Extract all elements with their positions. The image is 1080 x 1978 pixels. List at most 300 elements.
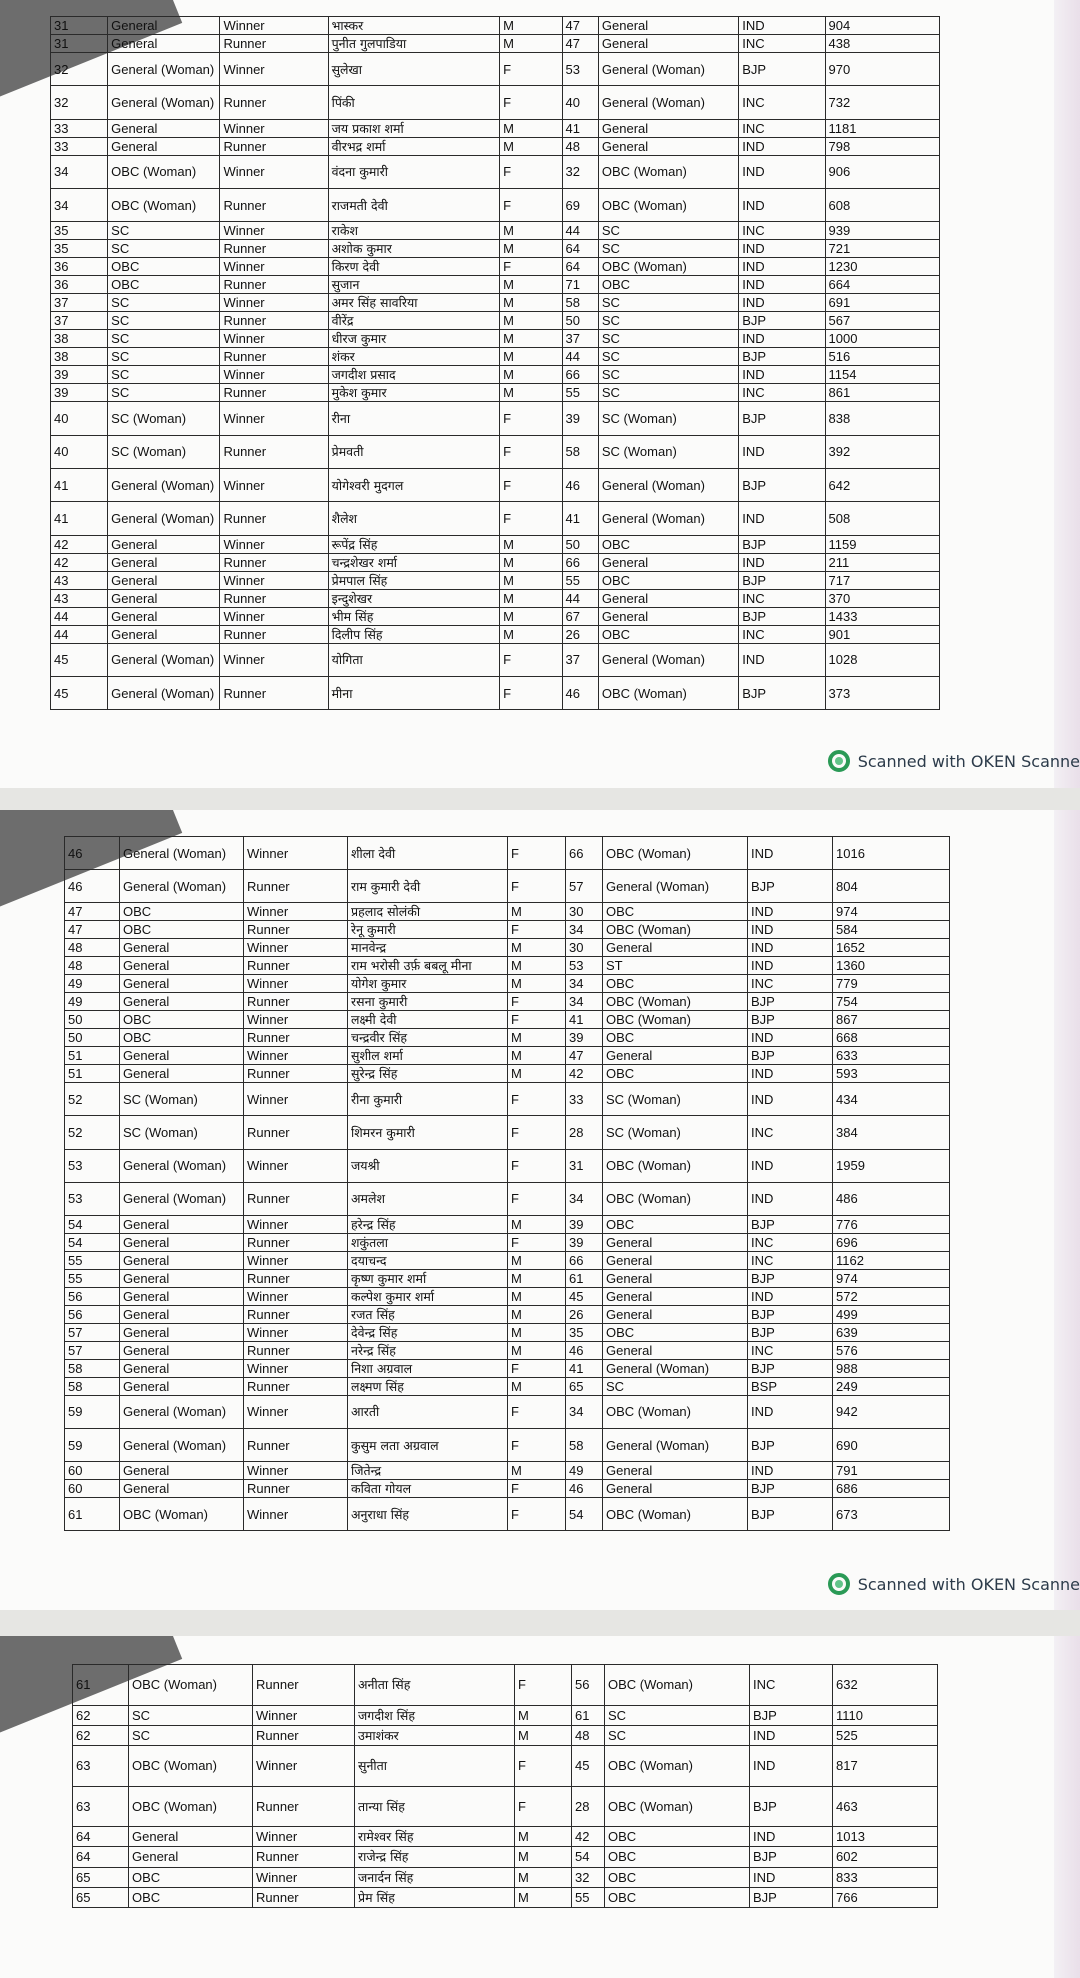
- cell-gender: M: [500, 119, 562, 137]
- cell-ward: 39: [51, 366, 108, 384]
- cell-candidate-category: SC (Woman): [603, 1116, 748, 1149]
- cell-age: 44: [562, 589, 598, 607]
- cell-votes: 1162: [833, 1251, 950, 1269]
- table-row: [65, 975, 950, 993]
- cell-category: General: [120, 1462, 244, 1480]
- cell-gender: M: [500, 35, 562, 53]
- cell-ward: 43: [51, 589, 108, 607]
- cell-category: OBC: [120, 1029, 244, 1047]
- cell-gender: M: [500, 330, 562, 348]
- cell-candidate: नरेन्द्र सिंह: [348, 1341, 508, 1359]
- cell-category: General: [129, 1847, 253, 1867]
- cell-ward: 36: [51, 258, 108, 276]
- cell-ward: 55: [65, 1269, 120, 1287]
- cell-age: 61: [566, 1269, 603, 1287]
- cell-gender: M: [508, 1341, 566, 1359]
- cell-votes: 690: [833, 1428, 950, 1461]
- table-row: [73, 1867, 938, 1887]
- cell-ward: 63: [73, 1746, 129, 1787]
- cell-gender: F: [508, 993, 566, 1011]
- cell-category: General (Woman): [120, 1428, 244, 1461]
- cell-candidate: राजेन्द्र सिंह: [355, 1847, 515, 1867]
- cell-result: Winner: [220, 571, 328, 589]
- cell-gender: M: [508, 1287, 566, 1305]
- cell-candidate: कविता गोयल: [348, 1480, 508, 1498]
- cell-ward: 46: [65, 870, 120, 903]
- cell-candidate: प्रेमवती: [328, 435, 500, 468]
- cell-category: General: [108, 553, 220, 571]
- cell-party: IND: [750, 1725, 833, 1745]
- cell-candidate-category: SC: [605, 1705, 750, 1725]
- cell-ward: 50: [65, 1029, 120, 1047]
- cell-gender: M: [508, 1269, 566, 1287]
- cell-age: 35: [566, 1323, 603, 1341]
- cell-gender: F: [500, 155, 562, 188]
- cell-candidate: दिलीप सिंह: [328, 625, 500, 643]
- cell-gender: M: [500, 571, 562, 589]
- cell-age: 66: [566, 837, 603, 870]
- cell-result: Winner: [220, 366, 328, 384]
- cell-party: INC: [739, 589, 825, 607]
- cell-candidate-category: SC (Woman): [598, 435, 738, 468]
- cell-gender: F: [500, 189, 562, 222]
- cell-ward: 31: [51, 17, 108, 35]
- cell-category: SC: [108, 240, 220, 258]
- cell-candidate-category: SC: [598, 330, 738, 348]
- cell-ward: 34: [51, 189, 108, 222]
- cell-result: Winner: [244, 1287, 348, 1305]
- cell-ward: 33: [51, 119, 108, 137]
- cell-votes: 861: [825, 384, 939, 402]
- cell-candidate: शीला देवी: [348, 837, 508, 870]
- table-row: [65, 1359, 950, 1377]
- oken-scanner-icon: [828, 1573, 850, 1595]
- cell-result: Runner: [220, 553, 328, 571]
- cell-candidate-category: ST: [603, 957, 748, 975]
- cell-party: BJP: [748, 1359, 833, 1377]
- cell-candidate-category: OBC: [603, 1065, 748, 1083]
- cell-votes: 838: [825, 402, 939, 435]
- cell-gender: F: [500, 258, 562, 276]
- cell-candidate-category: OBC: [605, 1867, 750, 1887]
- cell-category: General: [120, 1233, 244, 1251]
- table-row: [51, 589, 940, 607]
- cell-age: 58: [562, 294, 598, 312]
- cell-age: 71: [562, 276, 598, 294]
- cell-category: OBC (Woman): [108, 189, 220, 222]
- cell-ward: 39: [51, 384, 108, 402]
- cell-candidate-category: OBC: [598, 571, 738, 589]
- cell-result: Winner: [253, 1746, 355, 1787]
- table-row: [65, 1287, 950, 1305]
- cell-candidate: जय प्रकाश शर्मा: [328, 119, 500, 137]
- cell-gender: M: [500, 294, 562, 312]
- cell-candidate-category: General: [603, 1233, 748, 1251]
- table-row: [51, 119, 940, 137]
- cell-result: Runner: [244, 1233, 348, 1251]
- table-row: [73, 1887, 938, 1907]
- cell-result: Runner: [244, 1116, 348, 1149]
- cell-candidate: शकुंतला: [348, 1233, 508, 1251]
- table-row: [51, 402, 940, 435]
- cell-candidate: लक्ष्मण सिंह: [348, 1377, 508, 1395]
- cell-result: Runner: [220, 435, 328, 468]
- cell-gender: M: [508, 1462, 566, 1480]
- cell-category: OBC: [108, 258, 220, 276]
- cell-gender: M: [500, 625, 562, 643]
- cell-result: Winner: [220, 294, 328, 312]
- cell-gender: M: [500, 535, 562, 553]
- cell-category: OBC (Woman): [129, 1665, 253, 1706]
- cell-ward: 44: [51, 607, 108, 625]
- cell-ward: 56: [65, 1287, 120, 1305]
- cell-ward: 38: [51, 348, 108, 366]
- cell-result: Runner: [244, 1269, 348, 1287]
- cell-party: IND: [748, 1287, 833, 1305]
- cell-votes: 673: [833, 1498, 950, 1531]
- cell-age: 54: [572, 1847, 605, 1867]
- cell-age: 37: [562, 330, 598, 348]
- cell-ward: 64: [73, 1827, 129, 1847]
- cell-candidate: मुकेश कुमार: [328, 384, 500, 402]
- cell-candidate: रूपेंद्र सिंह: [328, 535, 500, 553]
- cell-gender: M: [500, 366, 562, 384]
- cell-party: IND: [750, 1746, 833, 1787]
- cell-candidate: रेनू कुमारी: [348, 921, 508, 939]
- cell-votes: 754: [833, 993, 950, 1011]
- cell-ward: 62: [73, 1705, 129, 1725]
- cell-votes: 766: [833, 1887, 938, 1907]
- cell-category: OBC: [129, 1867, 253, 1887]
- cell-age: 44: [562, 348, 598, 366]
- cell-party: IND: [748, 1149, 833, 1182]
- cell-votes: 1016: [833, 837, 950, 870]
- cell-party: BJP: [750, 1705, 833, 1725]
- cell-candidate-category: SC (Woman): [598, 402, 738, 435]
- cell-gender: M: [500, 222, 562, 240]
- cell-result: Winner: [244, 1359, 348, 1377]
- cell-party: BJP: [748, 1480, 833, 1498]
- cell-votes: 779: [833, 975, 950, 993]
- cell-candidate-category: General: [603, 1287, 748, 1305]
- cell-age: 39: [566, 1215, 603, 1233]
- cell-age: 64: [562, 240, 598, 258]
- cell-category: General (Woman): [120, 870, 244, 903]
- cell-ward: 60: [65, 1480, 120, 1498]
- cell-category: SC: [108, 366, 220, 384]
- cell-age: 58: [566, 1428, 603, 1461]
- cell-gender: M: [508, 1215, 566, 1233]
- cell-candidate-category: OBC: [598, 535, 738, 553]
- cell-candidate: सुरेन्द्र सिंह: [348, 1065, 508, 1083]
- cell-candidate-category: SC: [598, 240, 738, 258]
- cell-votes: 1013: [833, 1827, 938, 1847]
- cell-candidate-category: General: [603, 1305, 748, 1323]
- cell-result: Runner: [244, 1341, 348, 1359]
- cell-ward: 63: [73, 1786, 129, 1827]
- cell-category: General: [120, 1065, 244, 1083]
- cell-candidate: निशा अग्रवाल: [348, 1359, 508, 1377]
- cell-ward: 52: [65, 1083, 120, 1116]
- cell-candidate-category: OBC (Woman): [605, 1786, 750, 1827]
- cell-candidate-category: General: [598, 607, 738, 625]
- cell-age: 41: [562, 502, 598, 535]
- scanner-watermark: [828, 1573, 1080, 1595]
- cell-age: 46: [566, 1341, 603, 1359]
- table-row: [65, 939, 950, 957]
- cell-party: BJP: [748, 1011, 833, 1029]
- cell-votes: 906: [825, 155, 939, 188]
- cell-votes: 516: [825, 348, 939, 366]
- cell-category: OBC: [120, 903, 244, 921]
- cell-party: IND: [748, 921, 833, 939]
- cell-candidate: सुलेखा: [328, 53, 500, 86]
- results-table-1: [50, 16, 940, 710]
- cell-candidate: शैलेश: [328, 502, 500, 535]
- cell-gender: F: [508, 1116, 566, 1149]
- cell-party: INC: [748, 1341, 833, 1359]
- cell-party: IND: [739, 137, 825, 155]
- cell-votes: 249: [833, 1377, 950, 1395]
- cell-result: Runner: [253, 1786, 355, 1827]
- cell-age: 50: [562, 535, 598, 553]
- cell-votes: 1652: [833, 939, 950, 957]
- cell-result: Runner: [220, 589, 328, 607]
- cell-votes: 608: [825, 189, 939, 222]
- cell-votes: 970: [825, 53, 939, 86]
- cell-party: IND: [739, 435, 825, 468]
- cell-category: General (Woman): [108, 53, 220, 86]
- cell-ward: 61: [73, 1665, 129, 1706]
- table-row: [65, 1341, 950, 1359]
- cell-candidate-category: SC: [598, 366, 738, 384]
- table-row: [65, 1498, 950, 1531]
- cell-votes: 642: [825, 469, 939, 502]
- cell-candidate-category: General: [598, 119, 738, 137]
- table-row: [51, 625, 940, 643]
- cell-gender: M: [515, 1725, 572, 1745]
- cell-votes: 798: [825, 137, 939, 155]
- cell-result: Runner: [244, 1377, 348, 1395]
- cell-category: General: [108, 589, 220, 607]
- cell-gender: M: [500, 553, 562, 571]
- cell-candidate-category: General: [598, 553, 738, 571]
- table-row: [51, 294, 940, 312]
- cell-category: General: [108, 35, 220, 53]
- cell-ward: 45: [51, 643, 108, 676]
- cell-ward: 40: [51, 435, 108, 468]
- cell-result: Runner: [244, 993, 348, 1011]
- table-row: [51, 502, 940, 535]
- cell-ward: 37: [51, 312, 108, 330]
- cell-age: 69: [562, 189, 598, 222]
- cell-party: IND: [739, 643, 825, 676]
- cell-candidate-category: OBC: [603, 903, 748, 921]
- table-row: [51, 330, 940, 348]
- cell-candidate: राकेश: [328, 222, 500, 240]
- table-row: [73, 1705, 938, 1725]
- cell-candidate-category: OBC (Woman): [603, 921, 748, 939]
- cell-candidate: शिमरन कुमारी: [348, 1116, 508, 1149]
- cell-votes: 463: [833, 1786, 938, 1827]
- cell-candidate: भीम सिंह: [328, 607, 500, 625]
- cell-category: SC (Woman): [108, 402, 220, 435]
- cell-candidate: रजत सिंह: [348, 1305, 508, 1323]
- cell-gender: F: [508, 1149, 566, 1182]
- cell-candidate: योगिता: [328, 643, 500, 676]
- cell-candidate-category: OBC: [603, 1323, 748, 1341]
- cell-category: SC: [108, 348, 220, 366]
- cell-candidate-category: OBC (Woman): [603, 1149, 748, 1182]
- cell-gender: M: [508, 1047, 566, 1065]
- cell-candidate: अशोक कुमार: [328, 240, 500, 258]
- cell-party: IND: [748, 1395, 833, 1428]
- cell-gender: F: [508, 1083, 566, 1116]
- cell-candidate-category: OBC: [598, 276, 738, 294]
- cell-party: BJP: [739, 571, 825, 589]
- cell-votes: 567: [825, 312, 939, 330]
- cell-age: 28: [572, 1786, 605, 1827]
- cell-candidate-category: OBC: [603, 975, 748, 993]
- cell-party: BJP: [739, 535, 825, 553]
- cell-party: BJP: [739, 312, 825, 330]
- table-row: [65, 1269, 950, 1287]
- cell-age: 46: [566, 1480, 603, 1498]
- cell-candidate-category: OBC (Woman): [603, 1182, 748, 1215]
- cell-party: BJP: [739, 348, 825, 366]
- cell-candidate: चन्द्रवीर सिंह: [348, 1029, 508, 1047]
- cell-age: 39: [566, 1233, 603, 1251]
- cell-category: SC: [129, 1705, 253, 1725]
- cell-result: Runner: [244, 957, 348, 975]
- cell-votes: 584: [833, 921, 950, 939]
- cell-candidate: रामेश्वर सिंह: [355, 1827, 515, 1847]
- cell-candidate-category: OBC (Woman): [603, 837, 748, 870]
- cell-party: INC: [748, 1116, 833, 1149]
- cell-ward: 53: [65, 1182, 120, 1215]
- results-table-2: [64, 836, 950, 1531]
- cell-party: BJP: [748, 1269, 833, 1287]
- table-row: [65, 1116, 950, 1149]
- cell-candidate-category: SC: [605, 1725, 750, 1745]
- cell-age: 48: [562, 137, 598, 155]
- cell-gender: M: [500, 348, 562, 366]
- cell-candidate-category: OBC (Woman): [603, 1011, 748, 1029]
- table-row: [51, 276, 940, 294]
- cell-category: General: [108, 17, 220, 35]
- table-row: [51, 53, 940, 86]
- cell-party: IND: [750, 1827, 833, 1847]
- cell-candidate: पुनीत गुलपाडिया: [328, 35, 500, 53]
- cell-age: 26: [566, 1305, 603, 1323]
- table-row: [65, 1251, 950, 1269]
- table-row: [73, 1827, 938, 1847]
- cell-age: 44: [562, 222, 598, 240]
- cell-candidate: चन्द्रशेखर शर्मा: [328, 553, 500, 571]
- table-row: [65, 1428, 950, 1461]
- cell-category: OBC: [120, 921, 244, 939]
- cell-category: General: [120, 1287, 244, 1305]
- cell-gender: M: [515, 1887, 572, 1907]
- table-row: [73, 1665, 938, 1706]
- page-edge: [1054, 1636, 1080, 1978]
- cell-age: 34: [566, 1182, 603, 1215]
- cell-result: Runner: [253, 1725, 355, 1745]
- cell-result: Runner: [220, 276, 328, 294]
- cell-candidate: उमाशंकर: [355, 1725, 515, 1745]
- cell-gender: F: [500, 402, 562, 435]
- cell-result: Winner: [220, 607, 328, 625]
- cell-result: Runner: [220, 240, 328, 258]
- cell-category: General: [108, 119, 220, 137]
- table-row: [51, 240, 940, 258]
- cell-age: 41: [562, 119, 598, 137]
- cell-candidate: अमलेश: [348, 1182, 508, 1215]
- cell-result: Winner: [244, 1395, 348, 1428]
- cell-candidate: प्रेमपाल सिंह: [328, 571, 500, 589]
- cell-result: Runner: [244, 1305, 348, 1323]
- table-row: [51, 86, 940, 119]
- cell-candidate-category: OBC: [603, 1029, 748, 1047]
- cell-candidate: रीना कुमारी: [348, 1083, 508, 1116]
- cell-party: INC: [748, 975, 833, 993]
- cell-result: Runner: [220, 677, 328, 710]
- cell-age: 32: [562, 155, 598, 188]
- cell-gender: M: [508, 957, 566, 975]
- cell-age: 32: [572, 1867, 605, 1887]
- cell-age: 31: [566, 1149, 603, 1182]
- table-row: [51, 553, 940, 571]
- cell-result: Runner: [244, 1428, 348, 1461]
- cell-category: General: [120, 1377, 244, 1395]
- cell-age: 30: [566, 939, 603, 957]
- cell-party: IND: [739, 553, 825, 571]
- cell-result: Winner: [220, 222, 328, 240]
- cell-gender: F: [508, 921, 566, 939]
- cell-gender: M: [508, 1323, 566, 1341]
- cell-ward: 44: [51, 625, 108, 643]
- cell-party: IND: [739, 17, 825, 35]
- table-row: [51, 258, 940, 276]
- cell-ward: 56: [65, 1305, 120, 1323]
- cell-category: General (Woman): [120, 1182, 244, 1215]
- cell-category: OBC: [129, 1887, 253, 1907]
- cell-result: Winner: [220, 643, 328, 676]
- cell-candidate-category: OBC: [605, 1827, 750, 1847]
- table-row: [51, 366, 940, 384]
- table-row: [51, 469, 940, 502]
- cell-party: IND: [739, 189, 825, 222]
- cell-category: SC: [108, 384, 220, 402]
- cell-result: Runner: [220, 137, 328, 155]
- cell-category: SC: [108, 312, 220, 330]
- cell-candidate-category: SC: [598, 348, 738, 366]
- cell-votes: 633: [833, 1047, 950, 1065]
- cell-category: General (Woman): [108, 86, 220, 119]
- cell-category: SC (Woman): [120, 1116, 244, 1149]
- table-row: [51, 643, 940, 676]
- cell-category: General: [108, 607, 220, 625]
- cell-candidate-category: OBC: [603, 1215, 748, 1233]
- cell-party: IND: [739, 240, 825, 258]
- cell-votes: 1959: [833, 1149, 950, 1182]
- table-row: [51, 571, 940, 589]
- cell-votes: 525: [833, 1725, 938, 1745]
- table-row: [51, 17, 940, 35]
- table-row: [51, 155, 940, 188]
- cell-candidate-category: General (Woman): [598, 643, 738, 676]
- cell-votes: 696: [833, 1233, 950, 1251]
